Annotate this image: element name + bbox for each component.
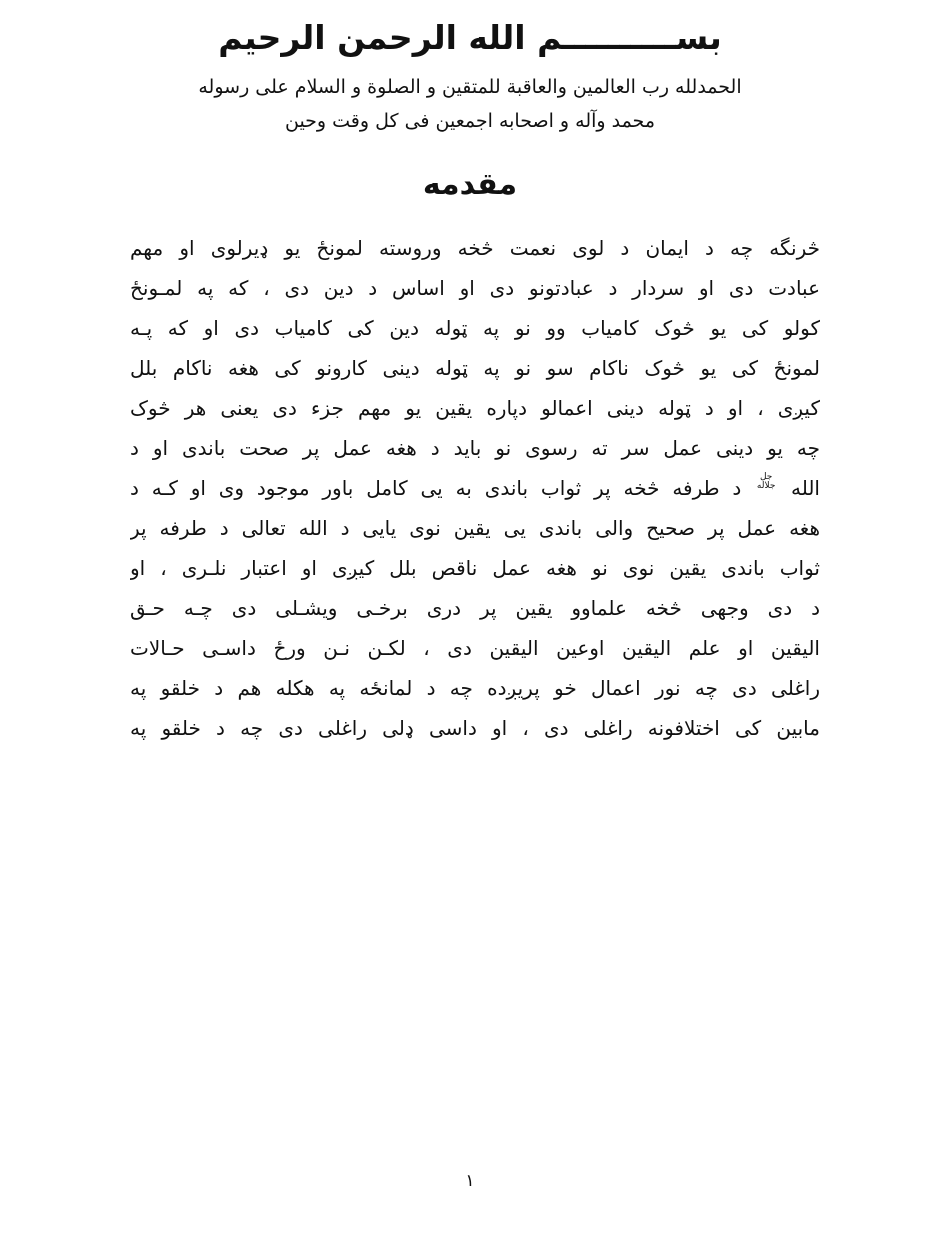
arabic-praise-line-1: الحمدلله رب العالمين والعاقبة للمتقين و الصلوة و السلام على رسوله — [198, 76, 742, 98]
body-line: اليقين او علم اليقين اوعين اليقين دی ، لكـن نـن ورځ داسـی حـالات — [130, 636, 820, 660]
body-line: څرنگه چه د ايمان د لوی نعمت څخه وروسته لمونځ يو ډيرلوی او مهم — [130, 236, 820, 260]
body-line: چه يو دينی عمل سر ته رسوی نو بايد د هغه عمل پر صحت باندی او د — [130, 436, 820, 460]
section-title: مقدمه — [422, 167, 518, 202]
body-line: عبادت دی او سردار د عبادتونو دی او اساس د دين دی ، كه په لمـونځ — [130, 276, 820, 300]
body-line: راغلی دی چه نور اعمال خو پريږده چه د لمانځه په هكله هم د خلقو په — [130, 676, 820, 700]
body-line: مابين كی اختلافونه راغلی دی ، او داسی ډلی راغلی دی چه د خلقو په — [130, 716, 820, 740]
body-line: د دی وجهی څخه علماوو يقين پر دری برخـی ويشـلی دی چـه حـق — [130, 596, 820, 620]
body-line: لمونځ كی يو څوک ناكام سو نو په ټوله دينی كارونو كی هغه ناكام بلل — [130, 356, 820, 380]
body-line: كيږی ، او د ټوله دينی اعمالو دپاره يقين يو مهم جزء دی يعنی هر څوک — [130, 396, 820, 420]
bismillah-calligraphy: بســــــــــم الله الرحمن الرحيم — [218, 18, 722, 57]
jalla-jalaluhu-honorific-icon: جل جلاله — [756, 472, 776, 491]
arabic-praise-line-2: محمد وآله و اصحابه اجمعين فى كل وقت وحين — [284, 110, 656, 132]
body-text — [0, 228, 940, 748]
body-line: ثواب باندی يقين نوی نو هغه عمل ناقص بلل كيږی او اعتبار نلـری ، او — [130, 556, 820, 580]
body-line: كولو كی يو څوک كامياب وو نو په ټوله دين كی كامياب دی او كه پـه — [130, 316, 820, 340]
arabic-praise-block — [0, 70, 940, 138]
body-line: هغه عمل پر صحيح والی باندی يی يقين نوی يايی د الله تعالی د طرفه پر — [130, 516, 820, 540]
page-number: ١ — [465, 1171, 475, 1191]
body-line: الله جل جلاله د طرفه څخه پر ثواب باندی به يی كامل باور موجود وی او كـه د — [130, 472, 820, 500]
